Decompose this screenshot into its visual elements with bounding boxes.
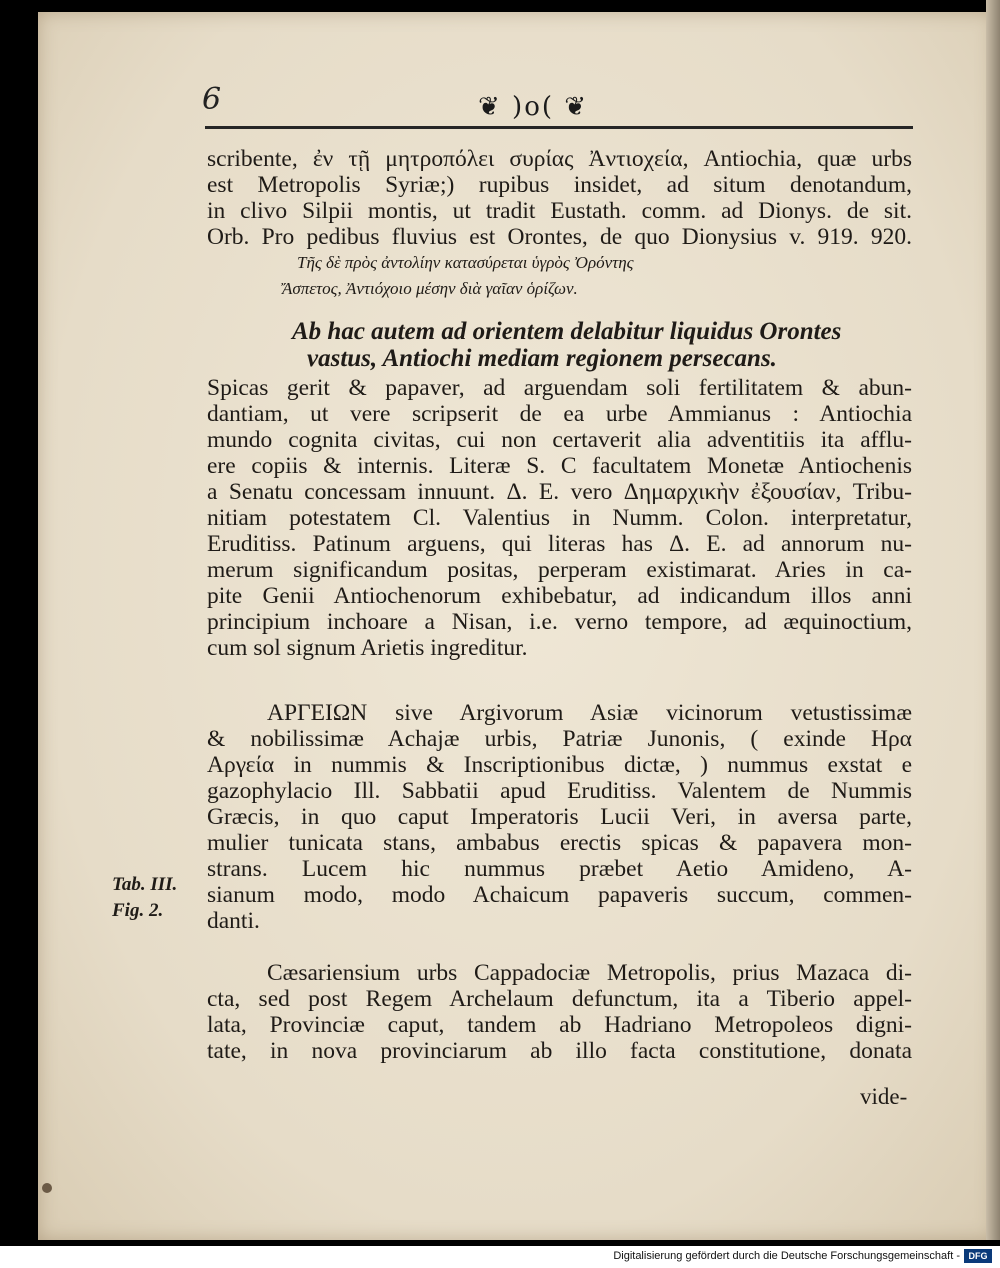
paragraph-4	[207, 960, 912, 1064]
text-line: ere copiis & internis. Literæ S. C facultatem Monetæ Antiochenis	[207, 453, 912, 479]
margin-note	[112, 872, 177, 924]
greek-quote-line: Ἄσπετος, Ἀντιόχοιο μέσην διὰ γαῖαν ὁρίζων.	[282, 279, 578, 298]
catchword: vide-	[860, 1084, 908, 1109]
text-line: Eruditiss. Patinum arguens, qui literas has Δ. E. ad annorum nu-	[207, 531, 912, 557]
text-line: mulier tunicata stans, ambabus erectis spicas & papavera mon-	[207, 830, 912, 856]
text-line: principium inchoare a Nisan, i.e. verno tempore, ad æquinoctium,	[207, 609, 912, 635]
text-line: dantiam, ut vere scripserit de ea urbe Ammianus : Antiochia	[207, 401, 912, 427]
paragraph-1	[207, 146, 912, 302]
latin-quote	[207, 318, 912, 372]
paragraph-3	[207, 700, 912, 934]
text-line: gazophylacio Ill. Sabbatii apud Eruditiss. Valentem de Nummis	[207, 778, 912, 804]
latin-quote-line: Ab hac autem ad orientem delabitur liquidus Orontes	[292, 318, 842, 345]
text-line: a Senatu concessam innuunt. Δ. E. vero Δημαρχικὴν ἐξουσίαν, Tribu-	[207, 479, 912, 505]
text-line: strans. Lucem hic nummus præbet Aetio Amideno, A-	[207, 856, 912, 882]
text-line: Græcis, in quo caput Imperatoris Lucii Veri, in aversa parte,	[207, 804, 912, 830]
greek-quote-line: Τῆς δὲ πρὸς ἀντολίην κατασύρεται ὑγρὸς Ὀρόντης	[297, 253, 634, 272]
paragraph-2	[207, 375, 912, 661]
text-line: scribente, ἐν τῇ μητροπόλει συρίας Ἀντιοχεία, Antiochia, quæ urbs	[207, 146, 912, 172]
text-line: in clivo Silpii montis, ut tradit Eustath. comm. ad Dionys. de sit.	[207, 198, 912, 224]
text-line: cum sol signum Arietis ingreditur.	[207, 635, 528, 661]
text-line: tate, in nova provinciarum ab illo facta constitutione, donata	[207, 1038, 912, 1064]
page-edge	[986, 0, 1000, 1240]
text-line: & nobilissimæ Achajæ urbis, Patriæ Junonis, ( exinde Ηρα	[207, 726, 912, 752]
page-number: 6	[202, 82, 222, 117]
margin-note-line: Tab. III.	[112, 874, 178, 895]
text-line: Cæsariensium urbs Cappadociæ Metropolis, prius Mazaca di-	[267, 960, 912, 986]
header-ornament: ❦ )o( ❦	[478, 92, 589, 122]
header-rule	[205, 126, 913, 129]
text-line: ΑΡΓΕΙΩΝ sive Argivorum Asiæ vicinorum vetustissimæ	[267, 700, 912, 726]
footer-credit: Digitalisierung gefördert durch die Deutsche Forschungsgemeinschaft -	[613, 1250, 960, 1262]
text-line: lata, Provinciæ caput, tandem ab Hadriano Metropoleos digni-	[207, 1012, 912, 1038]
text-line: pite Genii Antiochenorum exhibebatur, ad indicandum illos anni	[207, 583, 912, 609]
text-line: nitiam potestatem Cl. Valentius in Numm. Colon. interpretatur,	[207, 505, 912, 531]
text-line: mundo cognita civitas, cui non certaverit alia adventitiis ita afflu-	[207, 427, 912, 453]
margin-note-line: Fig. 2.	[112, 900, 164, 921]
text-line: Spicas gerit & papaver, ad arguendam soli fertilitatem & abun-	[207, 375, 912, 401]
text-line: sianum modo, modo Achaicum papaveris succum, commen-	[207, 882, 912, 908]
text-line: danti.	[207, 908, 260, 934]
text-line: est Metropolis Syriæ;) rupibus insidet, ad situm denotandum,	[207, 172, 912, 198]
dfg-logo-icon: DFG	[964, 1249, 992, 1263]
text-line: Orb. Pro pedibus fluvius est Orontes, de quo Dionysius v. 919. 920.	[207, 224, 912, 250]
latin-quote-line: vastus, Antiochi mediam regionem persecans.	[307, 345, 777, 372]
text-line: Αργεία in nummis & Inscriptionibus dictæ, ) nummus exstat e	[207, 752, 912, 778]
page-mark	[42, 1183, 52, 1193]
text-line: merum significandum positas, perperam existimarat. Aries in ca-	[207, 557, 912, 583]
text-line: cta, sed post Regem Archelaum defunctum, ita a Tiberio appel-	[207, 986, 912, 1012]
